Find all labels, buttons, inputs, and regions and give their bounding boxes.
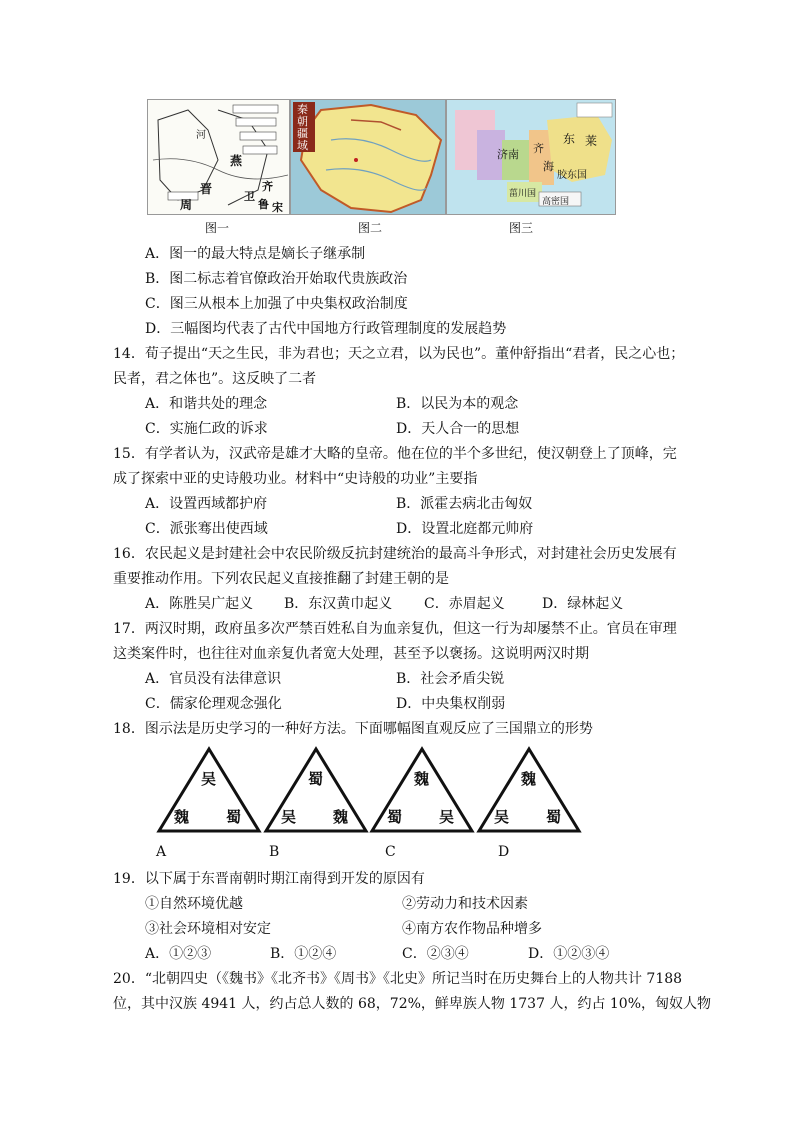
q17-stem-line-1: 17．两汉时期，政府虽多次严禁百姓私自为血亲复仇，但这一行为却屡禁不止。官员在审理	[113, 621, 677, 637]
q13-option-d: D．三幅图均代表了古代中国地方行政管理制度的发展趋势	[145, 321, 507, 337]
map-1-label-lu: 鲁	[258, 198, 269, 211]
map-1-label-jin: 晋	[200, 182, 213, 196]
q13-option-c: C．图三从根本上加强了中央集权政治制度	[145, 296, 408, 312]
map-1-label-wei: 卫	[244, 190, 255, 203]
map-1-caption: 图一	[205, 221, 230, 235]
triangle-option-a	[156, 746, 262, 834]
triangle-d-top: 魏	[521, 770, 537, 788]
map-3-label-dong: 东	[563, 132, 576, 146]
triangle-d-right: 蜀	[546, 808, 562, 826]
q17-option-b: B．社会矛盾尖锐	[396, 671, 505, 687]
map-figure-3	[446, 99, 616, 215]
map-3-label-jinan: 济南	[497, 148, 519, 161]
triangle-d-letter: D	[498, 844, 510, 860]
q19-item-1: ①自然环境优越	[145, 896, 243, 912]
q16-option-a: A．陈胜吴广起义	[145, 596, 254, 612]
triangle-d-shape	[476, 746, 582, 834]
map-3-label-qi: 齐	[533, 142, 544, 155]
q19-option-b: B．①②④	[270, 946, 337, 962]
q14-option-a: A．和谐共处的理念	[145, 396, 268, 412]
map-1-label-song: 宋	[272, 201, 283, 214]
q20-stem-line-2: 位，其中汉族 4941 人，约占总人数的 68，72%，鲜卑族人物 1737 人，约占 10%，匈奴人物	[113, 996, 712, 1012]
q15-option-c: C．派张骞出使西域	[145, 521, 268, 537]
q14-option-d: D．天人合一的思想	[396, 421, 520, 437]
q15-option-b: B．派霍去病北击匈奴	[396, 496, 533, 512]
map-3-label-hai: 海	[543, 160, 554, 173]
q15-stem-line-2: 成了探索中亚的史诗般功业。材料中“史诗般的功业”主要指	[113, 471, 478, 487]
map-3-label-gaomi: 高密国	[542, 197, 570, 207]
triangle-c-letter: C	[385, 844, 396, 860]
triangle-a-shape	[156, 746, 262, 834]
q15-stem-line-1: 15．有学者认为，汉武帝是雄才大略的皇帝。他在位的半个多世纪，使汉朝登上了顶峰，完	[113, 446, 677, 462]
q19-option-c: C．②③④	[402, 946, 469, 962]
q17-stem-line-2: 这类案件时，也往往对血亲复仇者宽大处理，甚至予以褒扬。这说明两汉时期	[113, 646, 589, 662]
map-1-label-he: 河	[196, 130, 206, 141]
map-2-caption: 图二	[358, 221, 383, 235]
q16-option-c: C．赤眉起义	[424, 596, 505, 612]
q19-option-a: A．①②③	[145, 946, 212, 962]
triangle-option-c	[369, 746, 475, 834]
map-1-label-yan: 燕	[230, 154, 243, 168]
q18-stem: 18．图示法是历史学习的一种好方法。下面哪幅图直观反应了三国鼎立的形势	[113, 721, 593, 737]
map-2-drawing	[291, 100, 445, 214]
triangle-a-right: 蜀	[226, 808, 242, 826]
q14-option-c: C．实施仁政的诉求	[145, 421, 268, 437]
map-3-caption: 图三	[509, 221, 534, 235]
triangle-d-left: 吴	[494, 808, 510, 826]
triangle-b-right: 魏	[333, 808, 349, 826]
q13-option-b: B．图二标志着官僚政治开始取代贵族政治	[145, 271, 408, 287]
triangle-c-left: 蜀	[387, 808, 403, 826]
triangle-c-top: 魏	[414, 770, 430, 788]
q17-option-a: A．官员没有法律意识	[145, 671, 282, 687]
triangle-option-d	[476, 746, 582, 834]
q14-stem-line-1: 14．荀子提出“天之生民，非为君也；天之立君，以为民也”。董仲舒指出“君者，民之心也；	[113, 346, 685, 362]
map-3-label-zi: 菑川国	[509, 189, 537, 199]
q14-stem-line-2: 民者，君之体也”。这反映了二者	[113, 371, 317, 387]
q17-option-d: D．中央集权削弱	[396, 696, 506, 712]
q19-option-d: D．①②③④	[528, 946, 610, 962]
map-2-title: 秦朝疆域	[297, 103, 308, 152]
triangle-option-b	[263, 746, 369, 834]
q16-option-d: D．绿林起义	[542, 596, 624, 612]
map-figure-1	[147, 99, 290, 215]
triangle-c-right: 吴	[439, 808, 455, 826]
q19-stem: 19．以下属于东晋南朝时期江南得到开发的原因有	[113, 871, 425, 887]
map-1-label-qi: 齐	[262, 180, 273, 193]
triangle-b-top: 蜀	[308, 770, 324, 788]
q15-option-d: D．设置北庭都元帅府	[396, 521, 534, 537]
triangle-b-shape	[263, 746, 369, 834]
q13-option-a: A．图一的最大特点是嫡长子继承制	[145, 246, 366, 262]
q15-option-a: A．设置西域都护府	[145, 496, 268, 512]
triangle-a-top: 吴	[201, 770, 217, 788]
q17-option-c: C．儒家伦理观念强化	[145, 696, 282, 712]
triangle-a-letter: A	[156, 844, 167, 860]
map-3-label-lai: 莱	[585, 134, 598, 148]
q16-stem-line-2: 重要推动作用。下列农民起义直接推翻了封建王朝的是	[113, 571, 449, 587]
map-1-label-zhou: 周	[180, 198, 193, 212]
triangle-b-letter: B	[269, 844, 280, 860]
q19-item-4: ④南方农作物品种增多	[402, 921, 542, 937]
triangle-c-shape	[369, 746, 475, 834]
q14-option-b: B．以民为本的观念	[396, 396, 519, 412]
map-figure-2	[290, 99, 446, 215]
q19-item-3: ③社会环境相对安定	[145, 921, 271, 937]
q16-option-b: B．东汉黄巾起义	[284, 596, 393, 612]
map-3-label-jiaodong: 胶东国	[557, 170, 587, 181]
q19-item-2: ②劳动力和技术因素	[402, 896, 528, 912]
q20-stem-line-1: 20．“北朝四史（《魏书》《北齐书》《周书》《北史》所记当时在历史舞台上的人物共计 7188	[113, 971, 683, 987]
triangle-b-left: 吴	[281, 808, 297, 826]
q16-stem-line-1: 16．农民起义是封建社会中农民阶级反抗封建统治的最高斗争形式，对封建社会历史发展有	[113, 546, 677, 562]
triangle-a-left: 魏	[174, 808, 190, 826]
